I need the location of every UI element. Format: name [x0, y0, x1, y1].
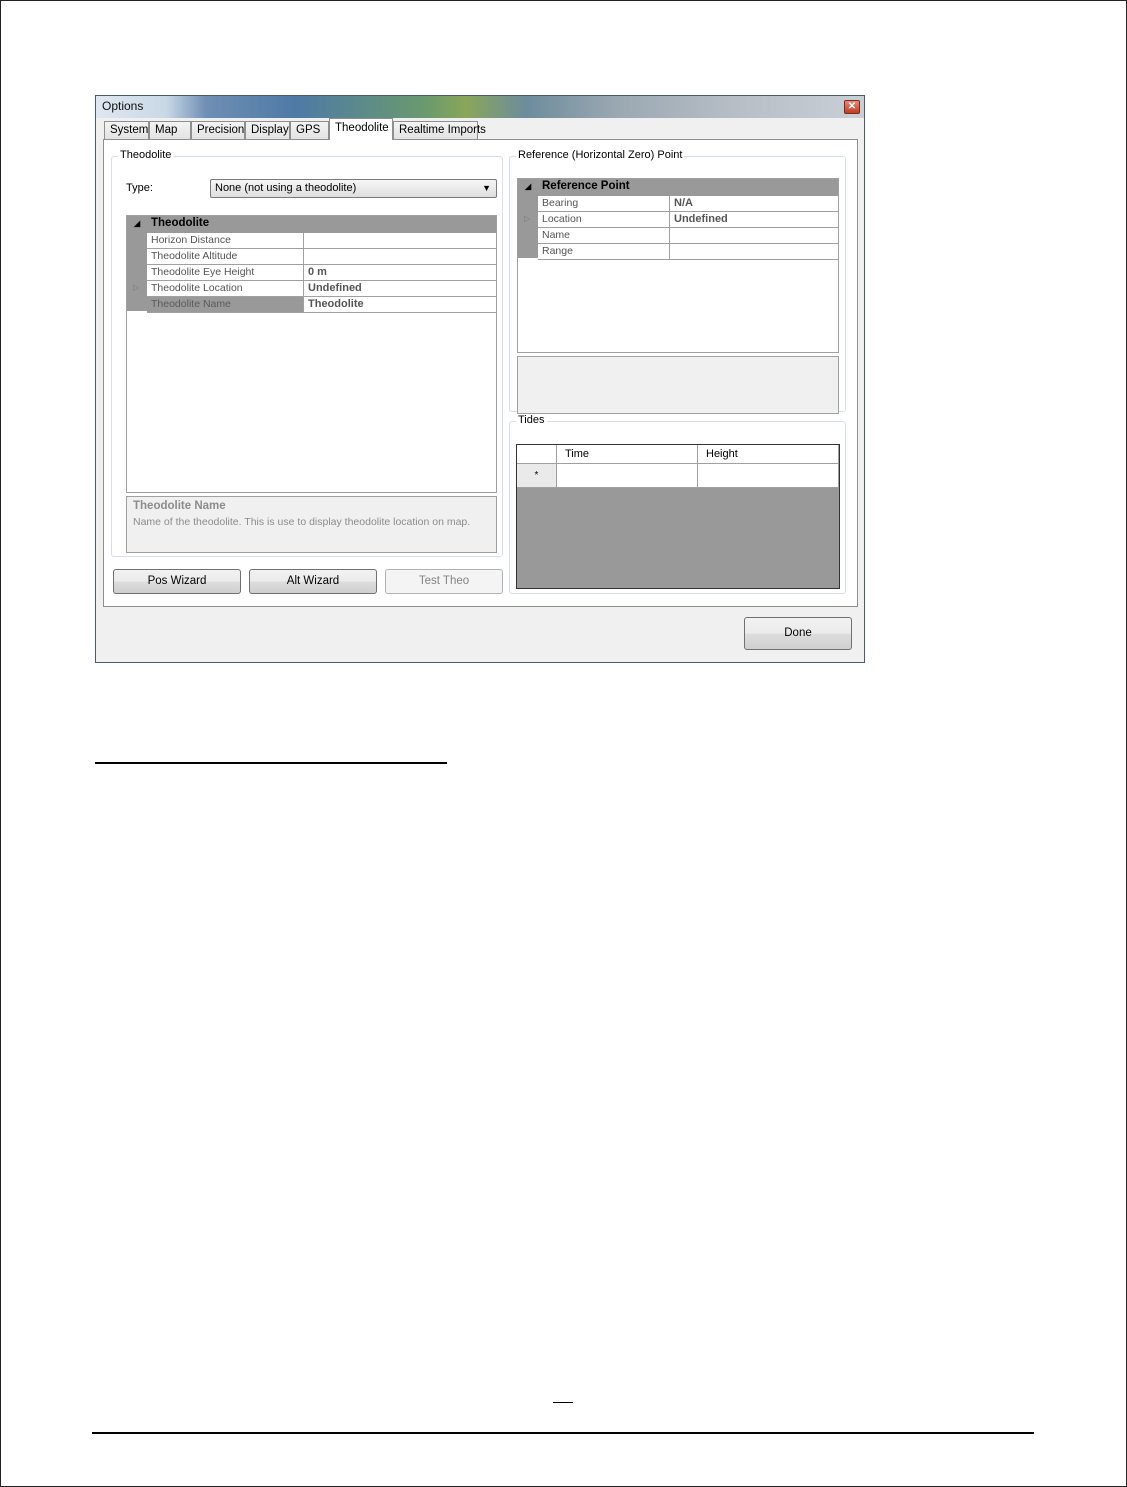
page-number-rule — [553, 1402, 573, 1403]
column-header-height[interactable]: Height — [698, 445, 839, 464]
tides-table[interactable] — [516, 444, 840, 589]
chevron-down-icon: ▼ — [482, 183, 491, 193]
new-row-marker[interactable]: * — [517, 464, 557, 488]
reference-category-row[interactable] — [518, 179, 838, 196]
done-button[interactable]: Done — [744, 617, 852, 650]
property-row-eye-height[interactable] — [147, 265, 496, 281]
reference-group — [509, 149, 846, 412]
tides-group — [509, 414, 846, 594]
property-name: Theodolite Name — [147, 297, 304, 312]
property-value[interactable]: Undefined — [308, 282, 362, 294]
reference-group-title: Reference (Horizontal Zero) Point — [518, 149, 683, 161]
property-row-location[interactable] — [538, 212, 838, 228]
property-name: Range — [538, 244, 670, 259]
property-value[interactable] — [304, 233, 312, 248]
property-name: Location — [538, 212, 670, 227]
property-name: Horizon Distance — [147, 233, 304, 248]
footer-rule — [92, 1432, 1034, 1434]
type-dropdown-value: None (not using a theodolite) — [215, 182, 357, 194]
property-row-theodolite-location[interactable] — [147, 281, 496, 297]
reference-category-label: Reference Point — [542, 180, 630, 192]
table-cell-time[interactable] — [557, 464, 698, 488]
collapse-icon[interactable]: ◢ — [525, 182, 532, 191]
property-value[interactable]: Theodolite — [308, 298, 364, 310]
tab-realtime-imports[interactable]: Realtime Imports — [393, 121, 478, 139]
tides-group-title: Tides — [518, 414, 545, 426]
property-name: Name — [538, 228, 670, 243]
property-value[interactable]: Undefined — [674, 213, 728, 225]
property-name: Theodolite Eye Height — [147, 265, 304, 280]
pos-wizard-button[interactable]: Pos Wizard — [113, 569, 241, 594]
grid-gutter — [127, 233, 147, 311]
property-name: Theodolite Altitude — [147, 249, 304, 264]
table-corner-header — [517, 445, 557, 464]
property-row-horizon-distance[interactable] — [147, 233, 496, 249]
grid-gutter — [518, 196, 538, 258]
theodolite-group — [111, 149, 503, 557]
property-name: Theodolite Location — [147, 281, 304, 296]
collapse-icon[interactable]: ◢ — [134, 219, 141, 228]
section-rule — [95, 762, 447, 764]
property-row-theodolite-name[interactable] — [147, 297, 496, 313]
test-theo-button[interactable]: Test Theo — [385, 569, 503, 594]
tab-precision[interactable]: Precision — [191, 121, 245, 139]
close-icon[interactable]: ✕ — [844, 100, 860, 114]
property-value[interactable]: 0 m — [308, 266, 327, 278]
property-value[interactable] — [304, 249, 312, 264]
table-cell-height[interactable] — [698, 464, 839, 488]
description-title: Theodolite Name — [133, 500, 226, 512]
description-text: Name of the theodolite. This is use to display theodolite location on map. — [133, 516, 471, 528]
reference-description-panel — [517, 356, 839, 414]
type-dropdown[interactable] — [210, 179, 497, 198]
theodolite-property-grid[interactable] — [126, 215, 497, 493]
property-value[interactable]: N/A — [674, 197, 693, 209]
theodolite-category-row[interactable] — [127, 216, 496, 233]
property-value[interactable] — [670, 228, 678, 243]
tab-map[interactable]: Map — [149, 121, 191, 139]
theodolite-group-title: Theodolite — [120, 149, 172, 161]
tab-page-theodolite — [103, 139, 858, 607]
property-row-theodolite-altitude[interactable] — [147, 249, 496, 265]
expand-icon[interactable]: ▷ — [133, 283, 140, 292]
property-row-range[interactable] — [538, 244, 838, 260]
type-label: Type: — [126, 182, 153, 194]
property-row-bearing[interactable] — [538, 196, 838, 212]
tab-display[interactable]: Display — [245, 121, 290, 139]
property-name: Bearing — [538, 196, 670, 211]
title-bar[interactable] — [96, 96, 864, 118]
property-row-name[interactable] — [538, 228, 838, 244]
theodolite-category-label: Theodolite — [151, 217, 210, 229]
tab-gps[interactable]: GPS — [290, 121, 329, 139]
tab-theodolite[interactable]: Theodolite — [329, 118, 393, 140]
property-value[interactable] — [670, 244, 678, 259]
reference-property-grid[interactable] — [517, 178, 839, 353]
property-description-panel — [126, 496, 497, 553]
column-header-time[interactable]: Time — [557, 445, 698, 464]
window-title: Options — [102, 99, 144, 113]
tab-system[interactable]: System — [104, 121, 149, 139]
options-dialog — [95, 95, 865, 663]
alt-wizard-button[interactable]: Alt Wizard — [249, 569, 377, 594]
expand-icon[interactable]: ▷ — [524, 214, 531, 223]
